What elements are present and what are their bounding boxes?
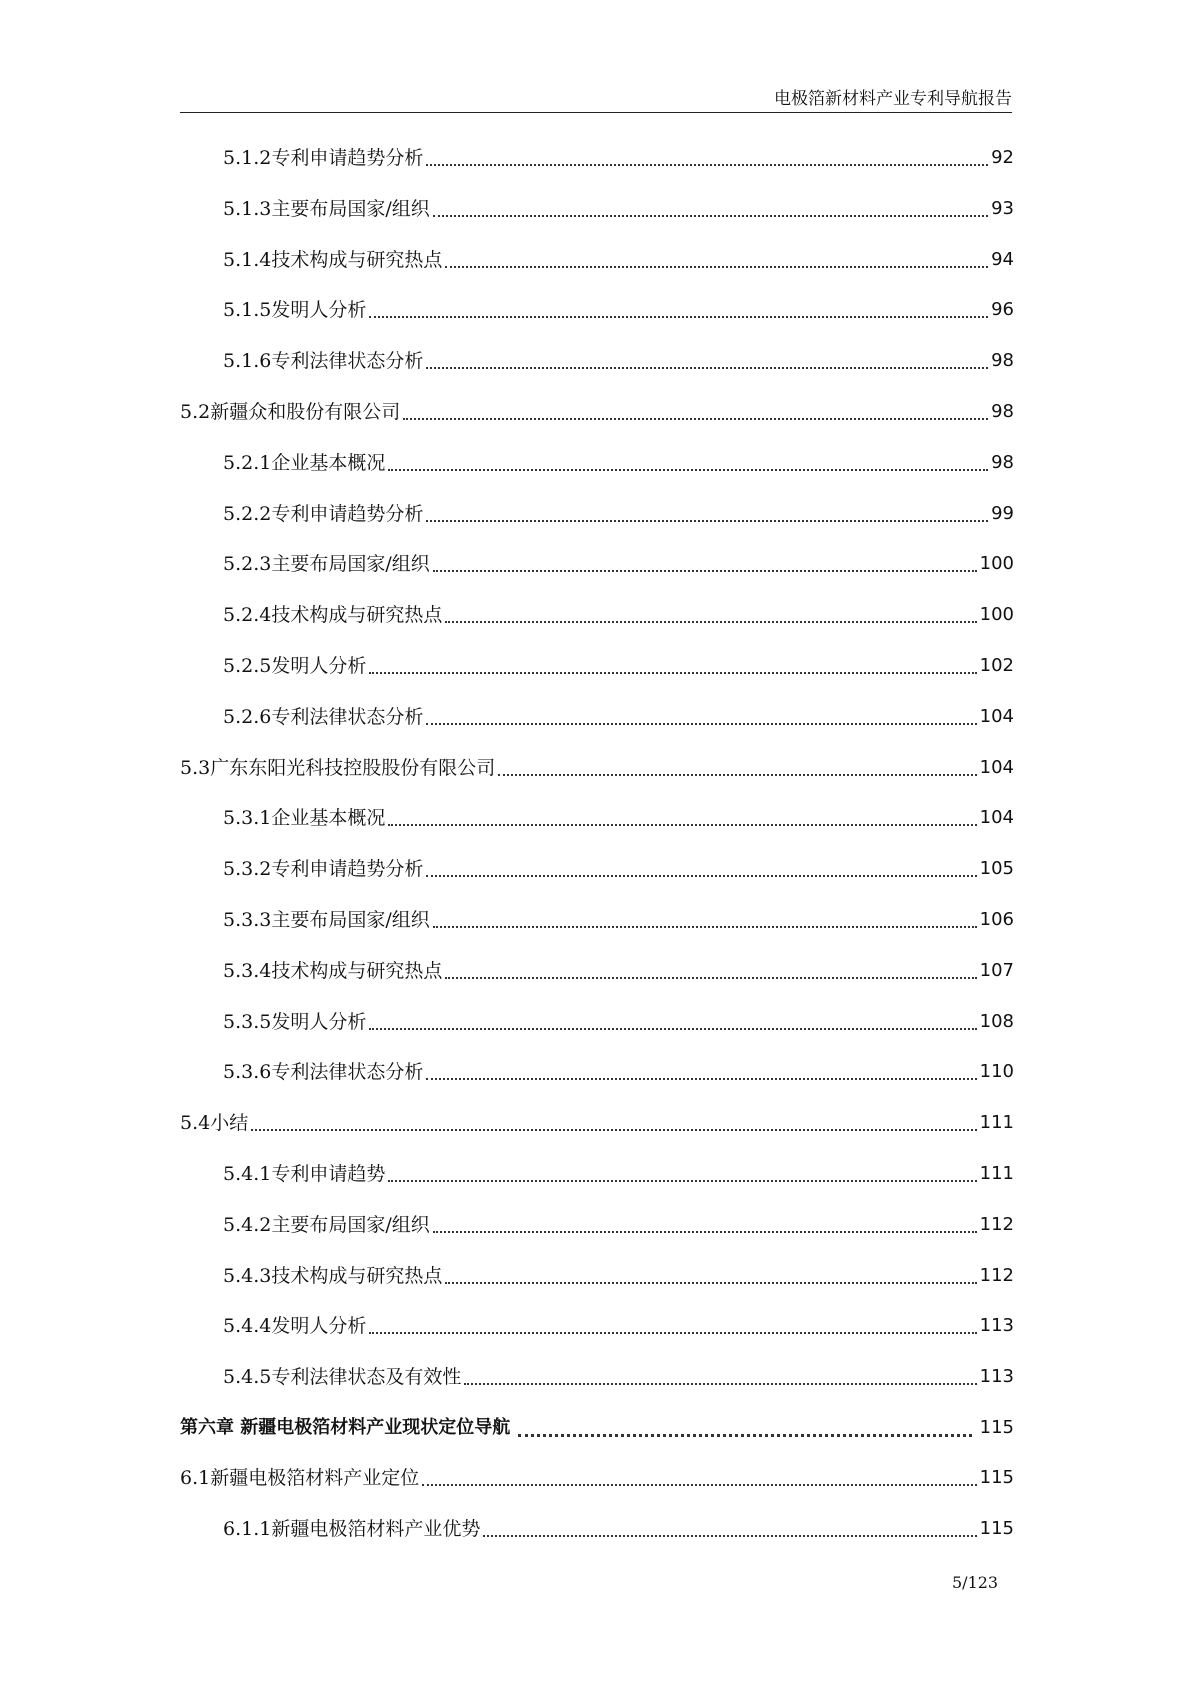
- toc-entry[interactable]: [180, 1365, 1014, 1416]
- toc-entry-page: 115: [979, 1416, 1014, 1438]
- toc-dot-leader: [426, 502, 988, 522]
- toc-dot-leader: [445, 603, 976, 623]
- toc-entry[interactable]: [180, 502, 1014, 553]
- toc-entry-label: 5.3.4技术构成与研究热点: [223, 959, 443, 982]
- toc-entry[interactable]: [180, 197, 1014, 248]
- toc-entry-page: 99: [991, 502, 1014, 524]
- toc-dot-leader: [464, 1365, 976, 1385]
- toc-dot-leader: [433, 908, 977, 928]
- toc-dot-leader: [426, 705, 976, 725]
- toc-entry-label: 5.2.5发明人分析: [223, 654, 367, 677]
- toc-entry-page: 107: [979, 959, 1014, 981]
- toc-entry[interactable]: [180, 1466, 1014, 1517]
- toc-entry[interactable]: [180, 1010, 1014, 1061]
- toc-entry-page: 93: [991, 197, 1014, 219]
- toc-entry-label: 5.2.4技术构成与研究热点: [223, 604, 443, 627]
- page-header: [180, 88, 1012, 113]
- toc-dot-leader: [426, 349, 988, 369]
- toc-entry-label: 6.1新疆电极箔材料产业定位: [180, 1466, 420, 1489]
- toc-entry-page: 113: [979, 1366, 1014, 1388]
- toc-entry-label: 5.2.6专利法律状态分析: [223, 705, 424, 728]
- toc-dot-leader: [445, 959, 976, 979]
- toc-entry[interactable]: [180, 857, 1014, 908]
- toc-entry-label: 5.2新疆众和股份有限公司: [180, 400, 401, 423]
- toc-entry-page: 98: [991, 400, 1014, 422]
- toc-entry-label: 5.3.6专利法律状态分析: [223, 1061, 424, 1084]
- toc-entry-page: 96: [991, 299, 1014, 321]
- toc-dot-leader: [369, 1314, 976, 1334]
- toc-entry-page: 104: [979, 756, 1014, 778]
- toc-entry[interactable]: [180, 1162, 1014, 1213]
- toc-entry[interactable]: [180, 705, 1014, 756]
- toc-entry-label: 5.1.3主要布局国家/组织: [223, 197, 430, 220]
- toc-entry-page: 105: [979, 858, 1014, 880]
- toc-entry[interactable]: [180, 1060, 1014, 1111]
- toc-dot-leader: [426, 857, 976, 877]
- toc-entry-label: 第六章 新疆电极箔材料产业现状定位导航: [180, 1416, 511, 1438]
- toc-dot-leader: [483, 1517, 976, 1537]
- toc-entry[interactable]: [180, 1264, 1014, 1315]
- toc-entry-page: 115: [979, 1466, 1014, 1488]
- toc-dot-leader: [403, 400, 988, 420]
- toc-dot-leader: [388, 1162, 976, 1182]
- toc-entry[interactable]: [180, 552, 1014, 603]
- toc-dot-leader: [433, 552, 977, 572]
- toc-entry-page: 100: [979, 553, 1014, 575]
- toc-entry-label: 6.1.1新疆电极箔材料产业优势: [223, 1517, 481, 1540]
- toc-entry-label: 5.1.2专利申请趋势分析: [223, 147, 424, 169]
- toc-dot-leader: [433, 197, 988, 217]
- toc-entry[interactable]: [180, 959, 1014, 1010]
- toc-entry-page: 115: [979, 1517, 1014, 1539]
- toc-entry-label: 5.4.3技术构成与研究热点: [223, 1264, 443, 1287]
- toc-entry-page: 104: [979, 807, 1014, 829]
- toc-dot-leader: [422, 1466, 976, 1486]
- toc-entry[interactable]: [180, 298, 1014, 349]
- toc-entry-label: 5.2.1企业基本概况: [223, 451, 386, 474]
- header-title: 电极箔新材料产业专利导航报告: [774, 89, 1012, 109]
- toc-dot-leader: [369, 298, 988, 318]
- toc-entry-label: 5.4.4发明人分析: [223, 1315, 367, 1338]
- toc-entry-page: 98: [991, 350, 1014, 372]
- table-of-contents: [180, 146, 1014, 1568]
- toc-entry[interactable]: [180, 756, 1014, 807]
- toc-entry-label: 5.1.6专利法律状态分析: [223, 350, 424, 373]
- toc-dot-leader: [518, 1416, 971, 1437]
- toc-dot-leader: [426, 1060, 976, 1080]
- toc-entry[interactable]: [180, 400, 1014, 451]
- toc-entry[interactable]: [180, 146, 1014, 197]
- toc-entry[interactable]: [180, 1517, 1014, 1568]
- toc-entry[interactable]: [180, 806, 1014, 857]
- toc-entry[interactable]: [180, 349, 1014, 400]
- toc-entry[interactable]: [180, 1314, 1014, 1365]
- toc-entry-label: 5.3.2专利申请趋势分析: [223, 858, 424, 881]
- toc-entry[interactable]: [180, 1111, 1014, 1162]
- toc-dot-leader: [388, 806, 976, 826]
- toc-entry-page: 110: [979, 1061, 1014, 1083]
- toc-entry-page: 108: [979, 1010, 1014, 1032]
- toc-dot-leader: [498, 756, 976, 776]
- toc-entry-label: 5.4.1专利申请趋势: [223, 1162, 386, 1185]
- toc-entry-label: 5.4小结: [180, 1112, 249, 1135]
- toc-entry-page: 106: [979, 908, 1014, 930]
- toc-chapter-entry[interactable]: [180, 1416, 1014, 1466]
- toc-entry-label: 5.3.3主要布局国家/组织: [223, 908, 430, 931]
- toc-entry-page: 113: [979, 1315, 1014, 1337]
- toc-entry-page: 111: [979, 1162, 1014, 1184]
- toc-entry[interactable]: [180, 1213, 1014, 1264]
- toc-entry-page: 98: [991, 451, 1014, 473]
- toc-entry-page: 104: [979, 705, 1014, 727]
- toc-dot-leader: [251, 1111, 976, 1131]
- toc-entry-label: 5.2.3主要布局国家/组织: [223, 553, 430, 576]
- toc-entry[interactable]: [180, 248, 1014, 299]
- toc-dot-leader: [388, 451, 988, 471]
- toc-entry-page: 92: [991, 147, 1014, 168]
- toc-entry-page: 102: [979, 654, 1014, 676]
- toc-entry-label: 5.3广东东阳光科技控股股份有限公司: [180, 756, 496, 779]
- toc-entry-page: 112: [979, 1264, 1014, 1286]
- toc-entry[interactable]: [180, 603, 1014, 654]
- toc-dot-leader: [369, 654, 976, 674]
- toc-entry-page: 94: [991, 248, 1014, 270]
- toc-entry-label: 5.4.2主要布局国家/组织: [223, 1213, 430, 1236]
- toc-entry-page: 111: [979, 1112, 1014, 1134]
- toc-dot-leader: [445, 248, 988, 268]
- toc-entry-label: 5.4.5专利法律状态及有效性: [223, 1366, 462, 1389]
- toc-entry-page: 112: [979, 1213, 1014, 1235]
- toc-entry[interactable]: [180, 908, 1014, 959]
- toc-entry[interactable]: [180, 654, 1014, 705]
- toc-dot-leader: [426, 146, 988, 166]
- toc-entry-label: 5.3.5发明人分析: [223, 1010, 367, 1033]
- toc-entry[interactable]: [180, 451, 1014, 502]
- toc-dot-leader: [369, 1010, 976, 1030]
- toc-dot-leader: [433, 1213, 977, 1233]
- page-number: 5/123: [952, 1573, 999, 1592]
- toc-entry-label: 5.1.5发明人分析: [223, 299, 367, 322]
- toc-entry-label: 5.1.4技术构成与研究热点: [223, 248, 443, 271]
- toc-dot-leader: [445, 1264, 976, 1284]
- toc-entry-label: 5.2.2专利申请趋势分析: [223, 502, 424, 525]
- toc-entry-page: 100: [979, 604, 1014, 626]
- toc-entry-label: 5.3.1企业基本概况: [223, 807, 386, 830]
